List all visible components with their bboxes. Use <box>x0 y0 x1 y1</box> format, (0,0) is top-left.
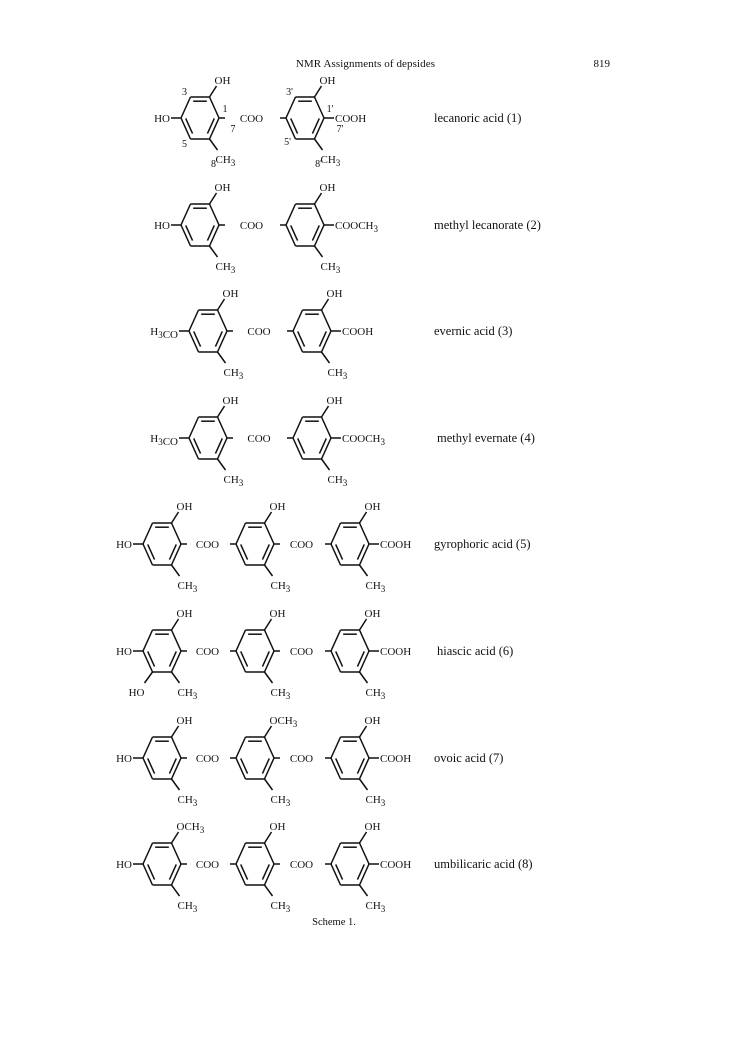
substituent-top: OH <box>222 288 239 300</box>
ring-bond <box>286 225 296 246</box>
ring-bond <box>143 864 153 885</box>
substituent-left: $H_3CO$ <box>150 433 178 448</box>
substituent-bond <box>218 406 225 417</box>
ring-bond <box>181 204 191 225</box>
substituent-top: OH <box>326 395 343 407</box>
substituent-bond <box>265 832 272 843</box>
ring-bond <box>143 523 153 544</box>
substituent-bottom: $CH_3$ <box>177 900 198 914</box>
ester-linker: COO <box>239 220 264 232</box>
substituent-bond <box>360 512 367 523</box>
ester-linker: COO <box>289 539 314 551</box>
substituent-top: OH <box>214 182 231 194</box>
ring-bond <box>265 864 275 885</box>
substituent-left: HO <box>154 113 170 125</box>
ring-bond <box>265 758 275 779</box>
ring-bond <box>331 651 341 672</box>
substituent-bottom: $CH_3$ <box>177 580 198 594</box>
ring-bond <box>322 438 332 459</box>
ring-bond <box>236 544 246 565</box>
ring-bond <box>315 118 325 139</box>
substituent-bond <box>172 619 179 630</box>
substituent-top: OH <box>364 821 381 833</box>
compound-name: evernic acid (3) <box>434 324 513 338</box>
ring-bond <box>331 523 341 544</box>
ring-bond <box>265 630 275 651</box>
ring-bond <box>315 204 325 225</box>
substituent-bottom: $CH_3$ <box>223 367 244 381</box>
ring-bond <box>181 225 191 246</box>
substituent-bond <box>265 726 272 737</box>
substituent-bond <box>322 299 329 310</box>
substituent-bond <box>360 885 368 896</box>
substituent-bond <box>265 672 273 683</box>
compound-name: lecanoric acid (1) <box>434 111 522 125</box>
ring-bond <box>293 438 303 459</box>
substituent-bond <box>322 352 330 363</box>
substituent-top: $OCH_3$ <box>176 821 205 835</box>
page-number: 819 <box>593 58 610 70</box>
ring-bond <box>360 523 370 544</box>
compound-structure <box>116 608 513 701</box>
ring-bond <box>360 758 370 779</box>
ester-linker: COO <box>195 539 220 551</box>
ring-bond <box>265 737 275 758</box>
substituent-bottom: $CH_3$ <box>365 580 386 594</box>
atom-number: 3 <box>182 87 187 98</box>
ring-bond <box>236 737 246 758</box>
substituent-top: OH <box>364 715 381 727</box>
atom-number: 1 <box>222 104 228 115</box>
atom-number: 7' <box>336 124 344 135</box>
ring-bond <box>181 97 191 118</box>
substituent-right: $COOCH_3$ <box>335 220 379 234</box>
ring-bond <box>293 417 303 438</box>
compound-structure <box>116 821 532 914</box>
substituent-top: OH <box>222 395 239 407</box>
ester-linker: COO <box>289 753 314 765</box>
substituent-left: HO <box>116 859 132 871</box>
substituent-right: COOH <box>335 113 367 125</box>
substituent-bond <box>315 139 323 150</box>
ester-linker: COO <box>289 646 314 658</box>
substituent-top: OH <box>176 715 193 727</box>
ring-bond <box>236 843 246 864</box>
substituent-left: HO <box>116 753 132 765</box>
ester-linker: COO <box>195 753 220 765</box>
substituent-top: OH <box>326 288 343 300</box>
substituent-bottom: $CH_3$ <box>177 794 198 808</box>
ester-linker: COO <box>239 113 264 125</box>
ring-bond <box>265 843 275 864</box>
ring-bond <box>331 758 341 779</box>
substituent-bottom: $CH_3$ <box>365 687 386 701</box>
substituent-bottom: $CH_3$ <box>365 794 386 808</box>
substituent-bond <box>265 565 273 576</box>
substituent-bond <box>265 885 273 896</box>
ring-bond <box>293 331 303 352</box>
substituent-bond <box>172 832 179 843</box>
ring-bond <box>210 118 220 139</box>
substituent-top: OH <box>319 182 336 194</box>
scheme-caption: Scheme 1. <box>312 917 356 928</box>
ring-bond <box>236 651 246 672</box>
substituent-right: COOH <box>380 753 412 765</box>
ring-bond <box>360 864 370 885</box>
compound-structure <box>116 715 503 808</box>
substituent-bond <box>145 672 153 683</box>
ring-bond <box>322 310 332 331</box>
ring-bond <box>172 843 182 864</box>
substituent-top: OH <box>269 501 286 513</box>
ring-bond <box>315 97 325 118</box>
ring-bond <box>210 204 220 225</box>
substituent-bond <box>265 779 273 790</box>
substituent-left: $H_3CO$ <box>150 326 178 341</box>
substituent-bond <box>360 672 368 683</box>
ring-bond <box>172 544 182 565</box>
ring-bond <box>286 97 296 118</box>
substituent-bond <box>172 565 180 576</box>
substituent-left: HO <box>116 539 132 551</box>
compound-structure <box>154 75 521 170</box>
ring-bond <box>143 651 153 672</box>
ester-linker: COO <box>289 859 314 871</box>
substituent-top: OH <box>176 608 193 620</box>
ring-bond <box>189 417 199 438</box>
compound-structure <box>116 501 530 594</box>
substituent-bond <box>360 832 367 843</box>
ring-bond <box>265 651 275 672</box>
substituent-top: OH <box>364 501 381 513</box>
ring-bond <box>172 864 182 885</box>
substituent-bottom: $CH_3$ <box>365 900 386 914</box>
substituent-bottom: $CH_3$ <box>327 474 348 488</box>
substituent-right: COOH <box>380 539 412 551</box>
substituent-top: OH <box>214 75 231 87</box>
substituent-bond <box>315 193 322 204</box>
substituent-top: OH <box>364 608 381 620</box>
ring-bond <box>143 544 153 565</box>
substituent-bottom: $CH_3$ <box>177 687 198 701</box>
ring-bond <box>315 225 325 246</box>
ring-bond <box>293 310 303 331</box>
compound-structure <box>150 288 512 381</box>
compound-name: gyrophoric acid (5) <box>434 537 531 551</box>
substituent-left: HO <box>154 220 170 232</box>
ring-bond <box>218 417 228 438</box>
compound-name: methyl evernate (4) <box>437 431 535 445</box>
substituent-bond <box>360 619 367 630</box>
substituent-bond <box>265 512 272 523</box>
ring-bond <box>189 310 199 331</box>
ring-bond <box>360 737 370 758</box>
compound-structure <box>154 182 541 275</box>
substituent-bond <box>172 512 179 523</box>
substituent-bond <box>172 672 180 683</box>
ring-bond <box>236 630 246 651</box>
ring-bond <box>236 864 246 885</box>
substituent-bottom: $CH_3$ <box>270 687 291 701</box>
substituent-bond <box>322 406 329 417</box>
atom-number: 7 <box>230 124 236 135</box>
substituent-bond <box>322 459 330 470</box>
atom-number: 5' <box>284 137 291 148</box>
ring-bond <box>181 118 191 139</box>
substituent-top: OH <box>176 501 193 513</box>
ring-bond <box>172 523 182 544</box>
atom-number: 8 <box>211 159 216 170</box>
substituent-bottom: $CH_3$ <box>270 580 291 594</box>
ring-bond <box>331 843 341 864</box>
compound-name: methyl lecanorate (2) <box>434 218 541 232</box>
ring-bond <box>360 843 370 864</box>
substituent-right: $COOCH_3$ <box>342 433 386 447</box>
substituent-bottom: $CH_3$ <box>320 154 341 168</box>
ring-bond <box>143 630 153 651</box>
ring-bond <box>360 544 370 565</box>
ring-bond <box>218 331 228 352</box>
atom-number: 3' <box>286 87 293 98</box>
substituent-bottom-left: HO <box>128 687 145 699</box>
substituent-top: OH <box>269 821 286 833</box>
substituent-bottom: $CH_3$ <box>327 367 348 381</box>
ring-bond <box>189 331 199 352</box>
atom-number: 8' <box>315 159 322 170</box>
compound-name: ovoic acid (7) <box>434 751 504 765</box>
substituent-left: HO <box>116 646 132 658</box>
substituent-bottom: $CH_3$ <box>270 794 291 808</box>
atom-number: 1' <box>326 104 334 115</box>
ring-bond <box>172 630 182 651</box>
substituent-bond <box>210 86 217 97</box>
substituent-bond <box>210 193 217 204</box>
ring-bond <box>331 630 341 651</box>
compound-name: umbilicaric acid (8) <box>434 857 533 871</box>
ring-bond <box>360 630 370 651</box>
substituent-bond <box>172 779 180 790</box>
substituent-right: COOH <box>380 859 412 871</box>
ring-bond <box>331 864 341 885</box>
ring-bond <box>286 118 296 139</box>
ring-bond <box>210 97 220 118</box>
ring-bond <box>172 651 182 672</box>
substituent-top: OH <box>319 75 336 87</box>
substituent-bond <box>218 352 226 363</box>
ring-bond <box>331 544 341 565</box>
ester-linker: COO <box>247 433 271 445</box>
substituent-bond <box>218 459 226 470</box>
substituent-bottom: $CH_3$ <box>215 154 236 168</box>
substituent-bond <box>172 885 180 896</box>
substituent-bottom: $CH_3$ <box>215 261 236 275</box>
ring-bond <box>322 331 332 352</box>
ester-linker: COO <box>195 646 220 658</box>
ring-bond <box>322 417 332 438</box>
ring-bond <box>210 225 220 246</box>
ring-bond <box>286 204 296 225</box>
substituent-bond <box>210 139 218 150</box>
substituent-bond <box>360 726 367 737</box>
ester-linker: COO <box>247 326 271 338</box>
running-title: NMR Assignments of depsides <box>295 58 436 70</box>
substituent-top: OH <box>269 608 286 620</box>
ring-bond <box>172 758 182 779</box>
ring-bond <box>265 544 275 565</box>
substituent-bond <box>172 726 179 737</box>
ring-bond <box>143 758 153 779</box>
substituent-bond <box>360 565 368 576</box>
substituent-bond <box>210 246 218 257</box>
substituent-bond <box>265 619 272 630</box>
ring-bond <box>143 843 153 864</box>
ring-bond <box>236 758 246 779</box>
substituent-bond <box>315 86 322 97</box>
ring-bond <box>172 737 182 758</box>
ring-bond <box>189 438 199 459</box>
ring-bond <box>265 523 275 544</box>
compound-name: hiascic acid (6) <box>437 644 514 658</box>
ester-linker: COO <box>195 859 220 871</box>
ring-bond <box>236 523 246 544</box>
ring-bond <box>360 651 370 672</box>
substituent-right: COOH <box>342 326 374 338</box>
substituent-bottom: $CH_3$ <box>320 261 341 275</box>
substituent-bond <box>218 299 225 310</box>
substituent-bottom: $CH_3$ <box>223 474 244 488</box>
substituent-bond <box>315 246 323 257</box>
ring-bond <box>143 737 153 758</box>
substituent-top: $OCH_3$ <box>269 715 298 729</box>
substituent-bond <box>360 779 368 790</box>
substituent-right: COOH <box>380 646 412 658</box>
substituent-bottom: $CH_3$ <box>270 900 291 914</box>
compound-structure <box>150 395 535 488</box>
ring-bond <box>331 737 341 758</box>
atom-number: 5 <box>182 139 187 150</box>
ring-bond <box>218 310 228 331</box>
ring-bond <box>218 438 228 459</box>
